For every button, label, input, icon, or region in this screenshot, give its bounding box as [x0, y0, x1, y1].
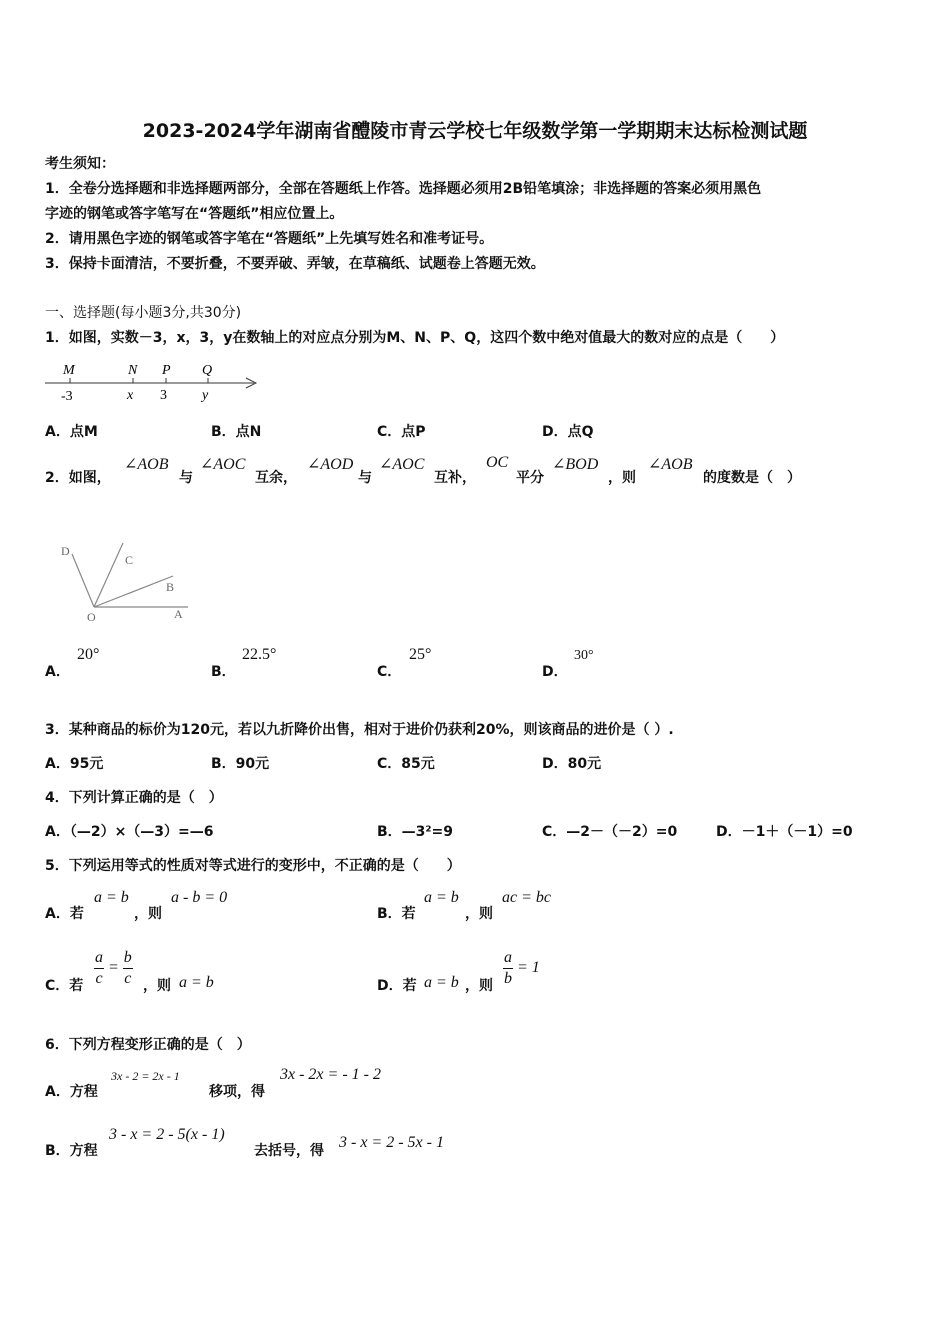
q2-word: 互补，: [434, 470, 476, 486]
q5-word: ，则: [143, 978, 171, 994]
q3-option-d: D．80元: [542, 756, 602, 772]
question-2-prefix: 2．如图，: [45, 470, 111, 486]
math-expr: a = b: [94, 889, 129, 906]
fraction-expr: [94, 950, 133, 987]
q1-option-b: B．点N: [211, 424, 262, 440]
axis-value: -3: [61, 389, 73, 404]
figure-label: D: [61, 544, 70, 558]
notice-item: 3．保持卡面清洁，不要折叠，不要弄破、弄皱，在草稿纸、试题卷上答题无效。: [45, 256, 545, 272]
q4-option-b: B．—3²=9: [377, 824, 454, 840]
number-line-figure: [40, 356, 270, 404]
q2-option-b-letter: B．: [211, 664, 236, 680]
q2-word: 与: [358, 470, 372, 486]
page-title: 2023-2024学年湖南省醴陵市青云学校七年级数学第一学期期末达标检测试题: [142, 120, 808, 142]
axis-letter: M: [63, 363, 75, 378]
q2-option-d-value: 30°: [574, 648, 594, 663]
q1-option-a: A．点M: [45, 424, 98, 440]
math-expr: ∠AOC: [200, 456, 246, 473]
q2-option-c-letter: C．: [377, 664, 402, 680]
equals-one: = 1: [517, 959, 540, 977]
q4-option-c: C．—2－（－2）=0: [542, 824, 678, 840]
frac-den: b: [504, 970, 512, 987]
math-expr: ac = bc: [502, 889, 551, 906]
q5-option-a-label: A．若: [45, 906, 84, 922]
q2-option-a-value: 20°: [77, 646, 100, 663]
q1-option-d: D．点Q: [542, 424, 594, 440]
math-expr: ∠AOD: [307, 456, 354, 473]
q5-word: ，则: [465, 978, 493, 994]
q2-word: 与: [179, 470, 193, 486]
frac-num: a: [94, 950, 104, 969]
figure-label: O: [87, 610, 96, 624]
frac-num: a: [503, 950, 513, 969]
q2-option-b-value: 22.5°: [242, 646, 277, 663]
section-heading: 一、选择题(每小题3分,共30分): [45, 305, 242, 321]
notice-heading: 考生须知：: [45, 156, 115, 172]
q3-option-c: C．85元: [377, 756, 435, 772]
frac-num: b: [123, 950, 133, 969]
notice-item: 字迹的钢笔或答字笔写在“答题纸”相应位置上。: [45, 206, 344, 222]
q2-word: 的度数是（ ）: [703, 470, 801, 486]
axis-letter: P: [162, 363, 171, 378]
axis-letter: N: [128, 363, 138, 378]
question-1-text: 1．如图，实数－3，x，3，y在数轴上的对应点分别为M、N、P、Q，这四个数中绝对值最大的数对应的点是（ ）: [45, 330, 785, 346]
math-expr: 3 - x = 2 - 5(x - 1): [109, 1126, 225, 1143]
math-expr: a - b = 0: [171, 889, 228, 906]
math-expr: OC: [486, 454, 509, 471]
math-expr: 3x - 2x = - 1 - 2: [280, 1066, 381, 1083]
math-expr: a = b: [424, 974, 459, 991]
q3-option-a: A．95元: [45, 756, 104, 772]
q5-word: ，则: [134, 906, 162, 922]
q2-word: 互余，: [255, 470, 297, 486]
frac-den: c: [124, 970, 132, 987]
math-expr: ∠AOC: [379, 456, 425, 473]
math-expr: ∠AOB: [648, 456, 693, 473]
notice-item: 2．请用黑色字迹的钢笔或答字笔在“答题纸”上先填写姓名和准考证号。: [45, 231, 494, 247]
equals-sign: =: [108, 959, 119, 977]
angle-figure: [55, 540, 195, 625]
axis-value: x: [127, 388, 134, 403]
figure-label: B: [166, 580, 175, 594]
q2-word: 平分: [516, 470, 544, 486]
axis-value: 3: [160, 388, 167, 403]
q6-option-a-label: A．方程: [45, 1084, 98, 1100]
q6-option-b-label: B．方程: [45, 1143, 98, 1159]
q5-option-b-label: B．若: [377, 906, 416, 922]
q4-option-d: D．－1＋（－1）=0: [716, 824, 853, 840]
math-expr: a = b: [179, 974, 214, 991]
math-expr: ∠BOD: [552, 456, 599, 473]
question-3-text: 3．某种商品的标价为120元，若以九折降价出售，相对于进价仍获利20%，则该商品的进价是（ ）.: [45, 722, 674, 738]
figure-label: A: [174, 607, 183, 621]
figure-label: C: [125, 553, 134, 567]
axis-value: y: [202, 388, 209, 403]
fraction-expr: [503, 950, 540, 987]
notice-item: 1．全卷分选择题和非选择题两部分，全部在答题纸上作答。选择题必须用2B铅笔填涂；非选择题的答案必须用黑色: [45, 181, 762, 197]
q4-option-a: A．（—2）×（—3）=—6: [45, 824, 214, 840]
frac-den: c: [95, 970, 103, 987]
question-4-text: 4．下列计算正确的是（ ）: [45, 790, 223, 806]
q6-word: 去括号，得: [254, 1143, 324, 1159]
q5-word: ，则: [465, 906, 493, 922]
math-expr: 3 - x = 2 - 5x - 1: [339, 1134, 444, 1151]
q5-option-d-label: D．若: [377, 978, 417, 994]
math-expr: ∠AOB: [124, 456, 169, 473]
q5-option-c-label: C．若: [45, 978, 84, 994]
math-expr: 3x - 2 = 2x - 1: [111, 1069, 180, 1083]
question-6-text: 6．下列方程变形正确的是（ ）: [45, 1037, 251, 1053]
q6-word: 移项，得: [209, 1084, 265, 1100]
question-5-text: 5．下列运用等式的性质对等式进行的变形中，不正确的是（ ）: [45, 858, 461, 874]
q2-option-c-value: 25°: [409, 646, 432, 663]
q2-option-a-letter: A．: [45, 664, 70, 680]
q1-option-c: C．点P: [377, 424, 426, 440]
q2-word: ，则: [608, 470, 636, 486]
q2-option-d-letter: D．: [542, 664, 568, 680]
q3-option-b: B．90元: [211, 756, 270, 772]
axis-letter: Q: [202, 363, 213, 378]
math-expr: a = b: [424, 889, 459, 906]
